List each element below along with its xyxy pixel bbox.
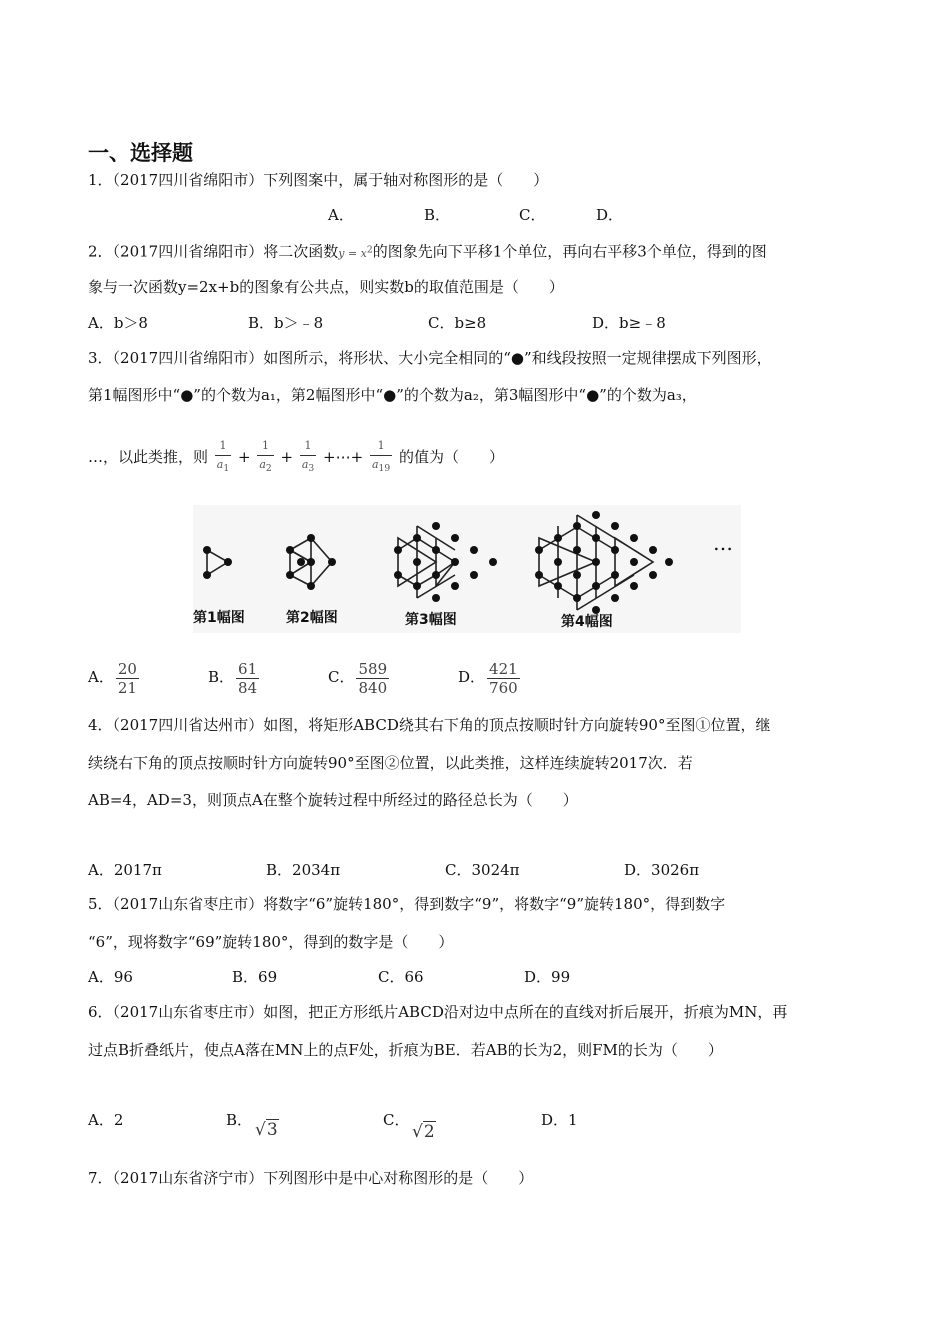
q1-option-d: D． (596, 206, 624, 224)
q2-line2: 象与一次函数y=2x+b的图象有公共点，则实数b的取值范围是（ ） (88, 278, 564, 296)
q2-formula: $y = x^2$ (338, 244, 373, 260)
dot (297, 558, 305, 566)
dot (573, 571, 581, 579)
figure-ellipsis: … (713, 531, 735, 555)
dot (432, 571, 440, 579)
dot (630, 534, 638, 542)
q6-option-a: A．2 (88, 1111, 124, 1129)
q4-line1: 4．（2017四川省达州市）如图，将矩形ABCD绕其右下角的顶点按顺时针方向旋转90°至图①位置，继 (88, 716, 771, 734)
dot (630, 558, 638, 566)
dot (286, 546, 294, 554)
q5-line2: “6”，现将数字“69”旋转180°，得到的数字是（ ） (88, 933, 454, 951)
figure-label-4: 第4幅图 (561, 614, 613, 630)
dot (611, 594, 619, 602)
sum-term-3: $\frac{1}{a_3}$ (301, 439, 315, 475)
q6-option-b: B． (226, 1111, 253, 1129)
dot (307, 534, 315, 542)
dot (611, 522, 619, 530)
dot (451, 582, 459, 590)
dot (432, 594, 440, 602)
figure-label-1: 第1幅图 (193, 610, 245, 626)
sum-term-1: $\frac{1}{a_1}$ (216, 439, 230, 475)
q3-line3: …，以此类推，则 $\frac{1}{a_1}$ + $\frac{1}{a_2}$ + $\frac{1}{a_3}$ +⋯+ $\frac{1}{a_{19}}$ 的值为（ ） (88, 437, 504, 479)
dot (554, 582, 562, 590)
q6-line2: 过点B折叠纸片，使点A落在MN上的点F处，折痕为BE．若AB的长为2，则FM的长为（ ） (88, 1041, 723, 1059)
dot (307, 558, 315, 566)
q2-line1: 2．（2017四川省绵阳市）将二次函数$y = x^2$的图象先向下平移1个单位，再向右平移3个单位，得到的图 (88, 242, 767, 261)
dot (573, 546, 581, 554)
dot (203, 571, 211, 579)
q3-option-a: A． $\frac{20}{21}$ (88, 659, 137, 697)
dot (286, 571, 294, 579)
dot (611, 546, 619, 554)
dot (413, 582, 421, 590)
q5-option-b: B．69 (232, 968, 278, 986)
dot (432, 522, 440, 530)
figure-label-2: 第2幅图 (286, 610, 338, 626)
dot (394, 571, 402, 579)
dot (535, 546, 543, 554)
dot (470, 546, 478, 554)
dot (554, 558, 562, 566)
dot (592, 582, 600, 590)
dot (592, 534, 600, 542)
q1-prompt: 1．（2017四川省绵阳市）下列图案中，属于轴对称图形的是（ ） (88, 171, 549, 189)
dot (203, 546, 211, 554)
q4-line2: 续绕右下角的顶点按顺时针方向旋转90°至图②位置，以此类推，这样连续旋转2017次．若 (88, 754, 693, 772)
sum-term-19: $\frac{1}{a_{19}}$ (371, 439, 391, 475)
q1-option-b: B． (424, 206, 451, 224)
q3-option-d: D． $\frac{421}{760}$ (458, 659, 518, 697)
dot (470, 571, 478, 579)
q2-option-c: C．b≥8 (428, 314, 487, 332)
q5-option-a: A．96 (88, 968, 133, 986)
q6-option-c: C． (383, 1111, 410, 1129)
q1-option-a: A． (328, 206, 354, 224)
dot (489, 558, 497, 566)
q2-option-d: D．b≥﹣8 (592, 314, 666, 332)
dot (413, 534, 421, 542)
dot (592, 558, 600, 566)
dot (224, 558, 232, 566)
dot-pattern-figure (193, 505, 741, 633)
dot (630, 582, 638, 590)
dot (665, 558, 673, 566)
q3-line1: 3．（2017四川省绵阳市）如图所示，将形状、大小完全相同的“●”和线段按照一定规律摆成下列图形， (88, 349, 772, 367)
dot (451, 534, 459, 542)
sum-term-2: $\frac{1}{a_2}$ (259, 439, 272, 475)
figure-label-3: 第3幅图 (405, 612, 457, 628)
dot (649, 546, 657, 554)
dot (611, 571, 619, 579)
q4-option-a: A．2017π (88, 861, 162, 879)
q7-line1: 7．（2017山东省济宁市）下列图形中是中心对称图形的是（ ） (88, 1169, 534, 1187)
q4-option-c: C．3024π (445, 861, 520, 879)
q1-option-c: C． (519, 206, 546, 224)
dot (649, 571, 657, 579)
dot (554, 534, 562, 542)
q6-option-d: D．1 (541, 1111, 578, 1129)
section-title: 一、选择题 (88, 141, 193, 165)
q6-sqrt-3: √3 (255, 1120, 278, 1140)
dot (451, 558, 459, 566)
q4-line3: AB=4，AD=3，则顶点A在整个旋转过程中所经过的路径总长为（ ） (88, 791, 578, 809)
q5-option-d: D．99 (524, 968, 571, 986)
dot (573, 594, 581, 602)
q2-option-b: B．b＞﹣8 (248, 314, 324, 332)
dot (432, 546, 440, 554)
dot (573, 522, 581, 530)
q3-line2: 第1幅图形中“●”的个数为a₁，第2幅图形中“●”的个数为a₂，第3幅图形中“●”的个数为a₃， (88, 386, 697, 404)
dot (413, 558, 421, 566)
q2-option-a: A．b＞8 (88, 314, 148, 332)
dot (394, 546, 402, 554)
q3-option-b: B． $\frac{61}{84}$ (208, 659, 258, 697)
dot-pattern-svg (193, 505, 741, 633)
q4-option-d: D．3026π (624, 861, 700, 879)
q4-option-b: B．2034π (266, 861, 341, 879)
q5-option-c: C．66 (378, 968, 424, 986)
q6-line1: 6．（2017山东省枣庄市）如图，把正方形纸片ABCD沿对边中点所在的直线对折后展开，折痕为MN，再 (88, 1003, 788, 1021)
dot (328, 558, 336, 566)
q5-line1: 5．（2017山东省枣庄市）将数字“6”旋转180°，得到数字“9”，将数字“9”旋转180°，得到数字 (88, 895, 726, 913)
q6-sqrt-2: √2 (412, 1122, 435, 1142)
q3-option-c: C． $\frac{589}{840}$ (328, 659, 388, 697)
dot (307, 582, 315, 590)
dot (535, 571, 543, 579)
dot (592, 511, 600, 519)
